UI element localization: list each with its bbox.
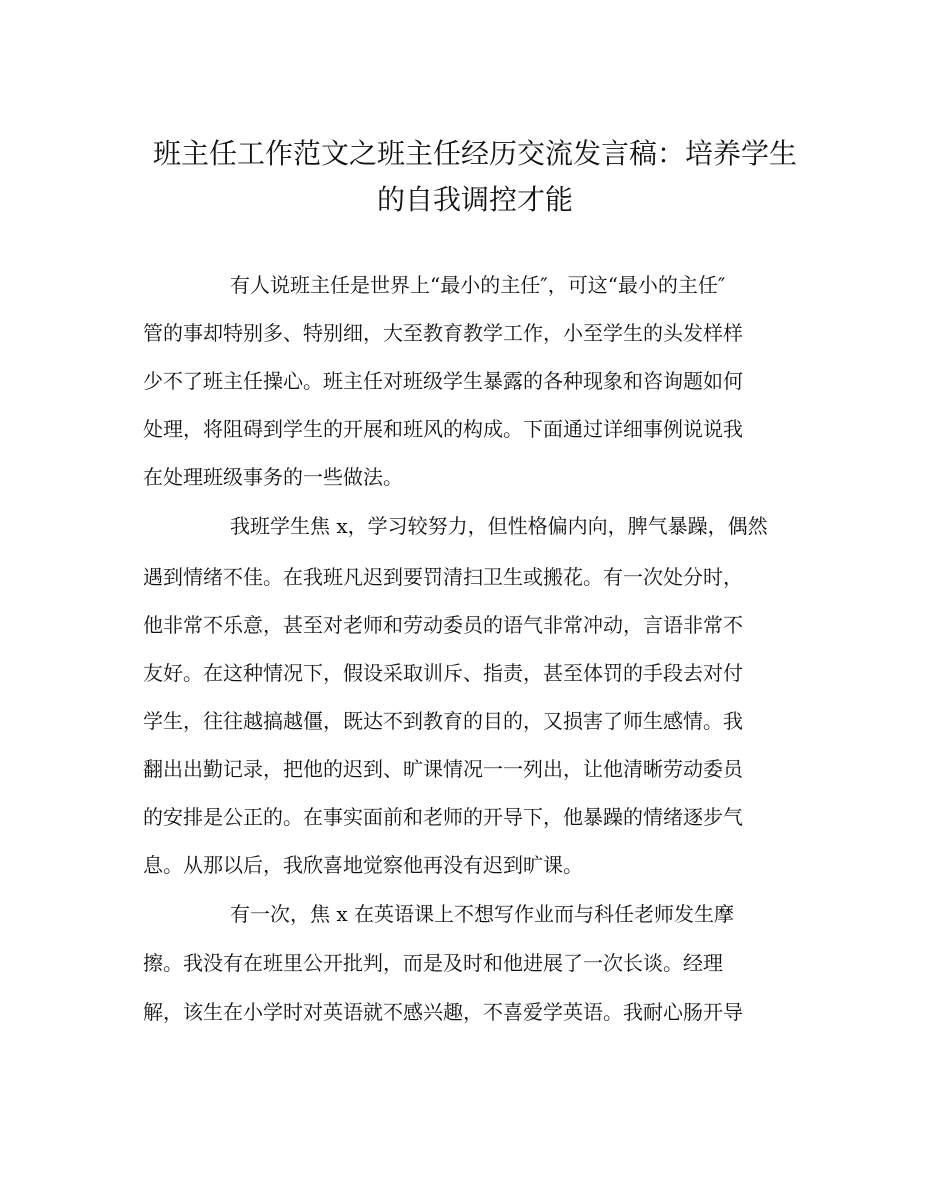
paragraph-1-line-1: 有人说班主任是世界上“最小的主任″，可这“最小的主任″: [230, 273, 726, 297]
paragraph-2-line-6: 翻出出勤记录，把他的迟到、旷课情况一一列出，让他清晰劳动委员: [143, 757, 743, 781]
paragraph-1-line-5: 在处理班级事务的一些做法。: [143, 465, 403, 489]
paragraph-2-line-2: 遇到情绪不佳。在我班凡迟到要罚清扫卫生或搬花。有一次处分时，: [143, 565, 743, 589]
paragraph-1-line-4: 处理，将阻碍到学生的开展和班风的构成。下面通过详细事例说说我: [143, 417, 743, 441]
paragraph-1-line-3: 少不了班主任操心。班主任对班级学生暴露的各种现象和咨询题如何: [143, 369, 743, 393]
paragraph-2-line-8: 息。从那以后，我欣喜地觉察他再没有迟到旷课。: [143, 853, 583, 877]
document-title-line-2: 的自我调控才能: [376, 183, 573, 216]
paragraph-3-line-1: 有一次，焦 x 在英语课上不想写作业而与科任老师发生摩: [230, 902, 734, 926]
paragraph-2-line-4: 友好。在这种情况下，假设采取训斥、指责，甚至体罚的手段去对付: [143, 661, 743, 685]
paragraph-2-line-5: 学生，往往越搞越僵，既达不到教育的目的，又损害了师生感情。我: [143, 709, 743, 733]
paragraph-2-line-1: 我班学生焦 x，学习较努力，但性格偏内向，脾气暴躁，偶然: [230, 514, 768, 538]
paragraph-2-line-3: 他非常不乐意，甚至对老师和劳动委员的语气非常冲动，言语非常不: [143, 613, 743, 637]
paragraph-2-line-7: 的安排是公正的。在事实面前和老师的开导下，他暴躁的情绪逐步气: [143, 805, 743, 829]
paragraph-3-line-3: 解，该生在小学时对英语就不感兴趣，不喜爱学英语。我耐心肠开导: [143, 1000, 743, 1024]
paragraph-3-line-2: 擦。我没有在班里公开批判，而是及时和他进展了一次长谈。经理: [143, 951, 723, 975]
document-title-line-1: 班主任工作范文之班主任经历交流发言稿：培养学生: [152, 137, 797, 170]
paragraph-1-line-2: 管的事却特别多、特别细，大至教育教学工作，小至学生的头发样样: [143, 321, 743, 345]
